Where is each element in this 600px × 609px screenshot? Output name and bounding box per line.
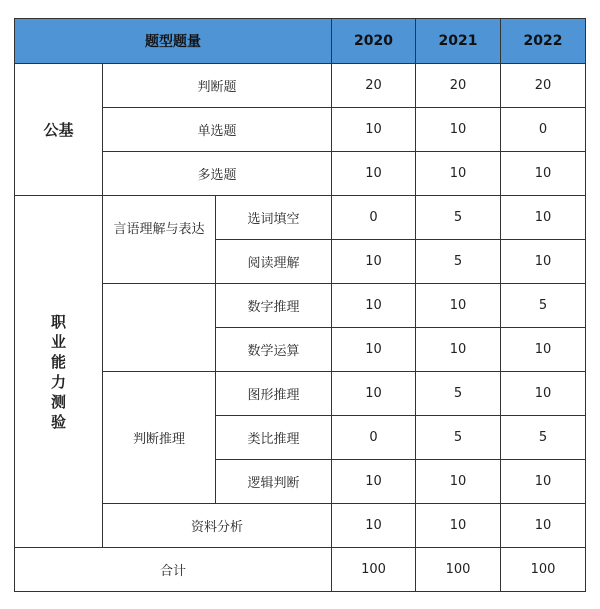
cell-value: 10 (332, 460, 416, 504)
cell-value: 10 (416, 152, 501, 196)
cell-value: 10 (501, 196, 586, 240)
subgroup-panduan: 判断推理 (103, 372, 216, 504)
total-value: 100 (416, 548, 501, 592)
total-label: 合计 (15, 548, 332, 592)
cell-value: 0 (332, 196, 416, 240)
group-zhiye (15, 196, 103, 548)
table-row (15, 196, 586, 240)
group-gongji: 公基 (15, 64, 103, 196)
cell-value: 10 (501, 372, 586, 416)
cell-value: 10 (416, 460, 501, 504)
row-name: 判断题 (103, 64, 332, 108)
cell-value: 20 (332, 64, 416, 108)
group-zhiye-char: 力 (50, 372, 66, 391)
cell-value: 10 (332, 108, 416, 152)
group-zhiye-char: 测 (50, 392, 66, 411)
row-name: 阅读理解 (216, 240, 332, 284)
cell-value: 10 (416, 504, 501, 548)
cell-value: 0 (501, 108, 586, 152)
row-name: 类比推理 (216, 416, 332, 460)
group-zhiye-char: 验 (50, 412, 66, 431)
cell-value: 5 (501, 416, 586, 460)
group-zhiye-char: 业 (50, 332, 66, 351)
header-year-2022: 2022 (501, 19, 586, 64)
header-year-2021: 2021 (416, 19, 501, 64)
cell-value: 5 (416, 416, 501, 460)
subgroup-shuliang (103, 284, 216, 372)
cell-value: 10 (416, 284, 501, 328)
total-row (15, 548, 586, 592)
cell-value: 10 (501, 328, 586, 372)
cell-value: 10 (416, 328, 501, 372)
cell-value: 5 (416, 372, 501, 416)
header-type-label: 题型题量 (15, 19, 332, 64)
total-value: 100 (332, 548, 416, 592)
cell-value: 10 (416, 108, 501, 152)
cell-value: 10 (501, 240, 586, 284)
cell-value: 5 (416, 196, 501, 240)
cell-value: 10 (332, 504, 416, 548)
row-name: 逻辑判断 (216, 460, 332, 504)
row-name: 单选题 (103, 108, 332, 152)
row-name: 资料分析 (103, 504, 332, 548)
cell-value: 10 (332, 284, 416, 328)
row-name: 多选题 (103, 152, 332, 196)
table-row (15, 64, 586, 108)
row-name: 图形推理 (216, 372, 332, 416)
row-name: 数学运算 (216, 328, 332, 372)
group-zhiye-char: 职 (50, 312, 66, 331)
total-value: 100 (501, 548, 586, 592)
cell-value: 10 (501, 504, 586, 548)
cell-value: 20 (416, 64, 501, 108)
cell-value: 10 (501, 460, 586, 504)
cell-value: 5 (416, 240, 501, 284)
cell-value: 5 (501, 284, 586, 328)
cell-value: 20 (501, 64, 586, 108)
cell-value: 10 (501, 152, 586, 196)
row-name: 选词填空 (216, 196, 332, 240)
cell-value: 10 (332, 152, 416, 196)
cell-value: 10 (332, 372, 416, 416)
row-name: 数字推理 (216, 284, 332, 328)
cell-value: 10 (332, 240, 416, 284)
subgroup-yanyu: 言语理解与表达 (103, 196, 216, 284)
header-row (15, 19, 586, 64)
cell-value: 0 (332, 416, 416, 460)
header-year-2020: 2020 (332, 19, 416, 64)
group-zhiye-char: 能 (50, 352, 66, 371)
question-count-table (14, 18, 586, 592)
cell-value: 10 (332, 328, 416, 372)
